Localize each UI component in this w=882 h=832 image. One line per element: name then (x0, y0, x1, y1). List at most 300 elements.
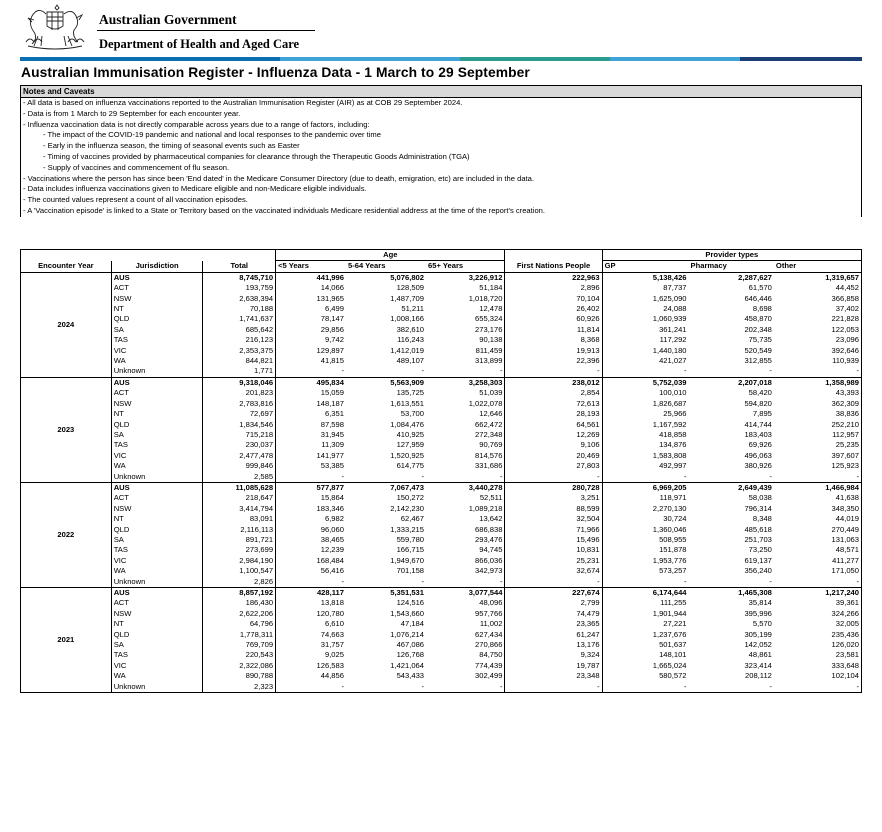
table-row (21, 535, 862, 545)
jurisdiction-cell: NSW (111, 399, 203, 409)
value-cell: 150,272 (396, 493, 425, 503)
value-cell: 489,107 (396, 356, 425, 366)
value-cell: 35,814 (748, 598, 772, 608)
jurisdiction-cell: QLD (111, 630, 203, 640)
value-cell: - (499, 576, 503, 586)
value-cell: 421,027 (602, 356, 688, 366)
value-cell: 1,466,984 (774, 482, 862, 493)
value-cell: 238,012 (505, 377, 602, 388)
value-cell: 120,780 (276, 609, 346, 619)
jurisdiction-cell: WA (111, 671, 203, 681)
value-cell: 61,247 (505, 630, 602, 640)
table-row (21, 671, 862, 681)
table-row (21, 346, 862, 356)
jurisdiction-cell: ACT (111, 283, 203, 293)
value-cell: 1,008,166 (390, 314, 425, 324)
age-group-header: Age (276, 250, 505, 261)
value-cell: 25,235 (835, 440, 859, 450)
value-cell: 13,642 (479, 514, 503, 524)
value-cell: 88,599 (505, 504, 602, 514)
value-cell: 9,324 (505, 650, 602, 660)
value-cell: 2,783,816 (203, 399, 276, 409)
value-cell: - (856, 366, 859, 376)
value-cell: 8,698 (752, 304, 772, 314)
value-cell: 1,060,939 (602, 314, 688, 324)
jurisdiction-cell: NSW (111, 294, 203, 304)
col-header-65-plus: 65+ Years (426, 261, 505, 272)
jurisdiction-cell: TAS (111, 545, 203, 555)
value-cell: 890,788 (203, 671, 276, 681)
table-row (21, 630, 862, 640)
value-cell: 715,218 (203, 430, 276, 440)
value-cell: 70,188 (203, 304, 276, 314)
value-cell: 116,243 (397, 335, 425, 345)
header-spacer (21, 250, 276, 261)
value-cell: 302,499 (475, 671, 503, 681)
table-row (21, 619, 862, 629)
value-cell: 356,240 (744, 566, 772, 576)
value-cell: 78,147 (276, 314, 346, 324)
jurisdiction-cell: NSW (111, 609, 203, 619)
jurisdiction-cell: NT (111, 514, 203, 524)
jurisdiction-cell: QLD (111, 420, 203, 430)
value-cell: 38,836 (835, 409, 859, 419)
value-cell: 414,744 (744, 419, 772, 429)
value-cell: 2,116,113 (203, 525, 276, 535)
col-header-gp: GP (602, 261, 688, 272)
value-cell: 126,020 (831, 640, 859, 650)
table-row (21, 283, 862, 293)
table-row (21, 304, 862, 314)
encounter-year-cell: 2022 (21, 482, 112, 587)
value-cell: 3,440,278 (426, 482, 505, 493)
value-cell: 441,996 (276, 272, 346, 283)
value-cell: 51,184 (479, 283, 503, 293)
value-cell: 313,899 (475, 356, 503, 366)
value-cell: 811,459 (475, 345, 503, 355)
value-cell: 2,322,086 (203, 661, 276, 671)
value-cell: 685,642 (203, 325, 276, 335)
jurisdiction-cell: NT (111, 304, 203, 314)
value-cell: 614,775 (396, 461, 425, 471)
value-cell: 8,368 (505, 335, 602, 345)
value-cell: 1,089,218 (468, 503, 503, 513)
table-row (21, 556, 862, 566)
value-cell: 222,963 (505, 272, 602, 283)
jurisdiction-cell: SA (111, 640, 203, 650)
table-row (21, 409, 862, 419)
table-row (21, 451, 862, 461)
value-cell: 32,674 (505, 566, 602, 576)
value-cell: 72,697 (203, 409, 276, 419)
value-cell: 127,959 (396, 440, 425, 450)
value-cell: 10,831 (505, 545, 602, 555)
value-cell: 168,484 (276, 556, 346, 566)
jurisdiction-cell: AUS (111, 482, 203, 493)
notes-section (20, 85, 862, 217)
value-cell: 280,728 (505, 482, 602, 493)
value-cell: 20,469 (505, 451, 602, 461)
value-cell: 71,966 (505, 525, 602, 535)
value-cell: - (856, 681, 859, 691)
value-cell: 216,123 (203, 335, 276, 345)
value-cell: - (276, 472, 346, 483)
value-cell: 126,768 (396, 650, 425, 660)
value-cell: 7,895 (752, 409, 772, 419)
table-row (21, 577, 862, 588)
col-header-other: Other (774, 261, 862, 272)
value-cell: 6,982 (276, 514, 346, 524)
value-cell: 1,076,214 (390, 629, 425, 639)
value-cell: 25,966 (602, 409, 688, 419)
value-cell: - (505, 472, 602, 483)
value-cell: 543,433 (396, 671, 425, 681)
col-header-pharmacy: Pharmacy (689, 261, 774, 272)
value-cell: 1,778,311 (203, 630, 276, 640)
jurisdiction-cell: NT (111, 619, 203, 629)
table-row (21, 325, 862, 335)
value-cell: 1,412,019 (390, 345, 425, 355)
value-cell: 125,923 (831, 461, 859, 471)
value-cell: 6,499 (276, 304, 346, 314)
value-cell: 58,038 (748, 493, 772, 503)
table-row (21, 335, 862, 345)
value-cell: 208,112 (745, 671, 772, 681)
value-cell: 333,648 (831, 660, 859, 670)
value-cell: - (602, 577, 688, 588)
value-cell: 29,856 (276, 325, 346, 335)
value-cell: 2,622,206 (203, 609, 276, 619)
value-cell: - (856, 471, 859, 481)
value-cell: 41,638 (835, 493, 859, 503)
value-cell: 1,084,476 (390, 419, 425, 429)
value-cell: 112,957 (832, 429, 859, 439)
value-cell: 8,857,192 (203, 588, 276, 599)
value-cell: 2,896 (505, 283, 602, 293)
col-header-under-5: <5 Years (276, 261, 346, 272)
value-cell: 573,257 (602, 566, 688, 576)
color-bar-segment (460, 57, 610, 61)
jurisdiction-cell: VIC (111, 346, 203, 356)
value-cell: 273,176 (475, 324, 503, 334)
value-cell: 796,314 (744, 503, 772, 513)
table-row (21, 661, 862, 671)
value-cell: 6,174,644 (602, 588, 688, 599)
header-divider (97, 30, 315, 31)
jurisdiction-cell: VIC (111, 556, 203, 566)
jurisdiction-cell: NT (111, 409, 203, 419)
value-cell: 201,823 (203, 388, 276, 398)
table-row (21, 493, 862, 503)
value-cell: 23,348 (505, 671, 602, 681)
color-bar-segment (740, 57, 862, 61)
value-cell: 2,984,190 (203, 556, 276, 566)
note-line: - Timing of vaccines provided by pharmaceutical companies for clearance through the Therapeutic Goods Administration (TGA) (43, 151, 470, 161)
table-row (21, 399, 862, 409)
value-cell: 44,452 (835, 283, 859, 293)
value-cell: - (421, 366, 425, 376)
table-row (21, 650, 862, 660)
value-cell: 1,520,925 (390, 450, 425, 460)
note-line: - A 'Vaccination episode' is linked to a State or Territory based on the vaccinated individuals Medicare residential address at the time of the report's creation. (23, 205, 545, 215)
value-cell: 1,465,308 (689, 588, 774, 599)
value-cell: 72,613 (505, 399, 602, 409)
value-cell: 1,741,637 (203, 314, 276, 324)
value-cell: 686,838 (475, 524, 503, 534)
jurisdiction-cell: AUS (111, 377, 203, 388)
value-cell: 273,699 (203, 545, 276, 555)
value-cell: 94,745 (479, 545, 503, 555)
value-cell: 323,414 (744, 660, 772, 670)
value-cell: 1,613,551 (390, 398, 425, 408)
jurisdiction-cell: TAS (111, 440, 203, 450)
note-line: - Data includes influenza vaccinations given to Medicare eligible and non-Medicare eligible individuals. (23, 184, 367, 194)
value-cell: 148,187 (276, 399, 346, 409)
note-line: - Influenza vaccination data is not directly comparable across years due to a range of factors, including: (23, 119, 370, 129)
note-line: - The counted values represent a count of all vaccination episodes. (23, 195, 248, 205)
value-cell: 135,725 (396, 388, 425, 398)
value-cell: 124,516 (396, 598, 425, 608)
value-cell: - (769, 681, 772, 691)
value-cell: 110,939 (832, 356, 859, 366)
jurisdiction-cell: ACT (111, 388, 203, 398)
value-cell: 3,258,303 (426, 377, 505, 388)
value-cell: 41,815 (276, 356, 346, 366)
value-cell: 577,877 (276, 482, 346, 493)
value-cell: 12,239 (276, 545, 346, 555)
value-cell: 2,353,375 (203, 346, 276, 356)
value-cell: - (602, 682, 688, 693)
value-cell: 6,969,205 (602, 482, 688, 493)
value-cell: 5,563,909 (346, 377, 426, 388)
value-cell: 5,076,802 (346, 272, 426, 283)
jurisdiction-cell: NSW (111, 504, 203, 514)
value-cell: 5,570 (752, 619, 772, 629)
value-cell: 53,700 (400, 409, 425, 419)
table-row (21, 598, 862, 608)
table-row (21, 514, 862, 524)
value-cell: - (602, 366, 688, 377)
note-line: - Early in the influenza season, the timing of seasonal events such as Easter (43, 141, 300, 151)
table-row (21, 640, 862, 650)
value-cell: 428,117 (276, 588, 346, 599)
value-cell: 362,309 (831, 398, 859, 408)
value-cell: - (505, 366, 602, 377)
value-cell: 5,752,039 (602, 377, 688, 388)
jurisdiction-cell: AUS (111, 588, 203, 599)
table-row (21, 294, 862, 304)
value-cell: 14,066 (276, 283, 346, 293)
value-cell: 3,251 (505, 493, 602, 503)
note-line: - Vaccinations where the person has since been 'End dated' in the Medicare Consumer Directory (due to death, emigration, etc) are included in the data. (23, 173, 534, 183)
value-cell: 2,207,018 (689, 377, 774, 388)
value-cell: 75,735 (748, 335, 772, 345)
value-cell: 12,269 (505, 430, 602, 440)
value-cell: 48,571 (835, 545, 859, 555)
value-cell: 814,576 (475, 450, 503, 460)
value-cell: 1,018,720 (468, 293, 503, 303)
note-line: - The impact of the COVID-19 pandemic and national and local responses to the pandemic over time (43, 130, 381, 140)
value-cell: 11,309 (276, 440, 346, 450)
value-cell: 395,996 (744, 608, 772, 618)
jurisdiction-cell: VIC (111, 661, 203, 671)
value-cell: 3,414,794 (203, 504, 276, 514)
value-cell: 305,199 (744, 629, 772, 639)
jurisdiction-cell: TAS (111, 650, 203, 660)
value-cell: 90,138 (479, 335, 503, 345)
value-cell: 1,625,090 (602, 294, 688, 304)
value-cell: 23,365 (505, 619, 602, 629)
group-header-row (21, 250, 862, 261)
value-cell: 410,925 (396, 429, 425, 439)
value-cell: 293,476 (475, 534, 503, 544)
value-cell: - (276, 577, 346, 588)
value-cell: 1,022,078 (468, 398, 503, 408)
value-cell: 70,104 (505, 294, 602, 304)
value-cell: 52,511 (479, 493, 503, 503)
value-cell: 28,193 (505, 409, 602, 419)
value-cell: 193,759 (203, 283, 276, 293)
color-bar-segment (20, 57, 280, 61)
value-cell: 129,897 (276, 346, 346, 356)
table-row (21, 525, 862, 535)
value-cell: 24,088 (602, 304, 688, 314)
notes-heading: Notes and Caveats (21, 86, 861, 98)
table-row (21, 377, 862, 388)
encounter-year-cell: 2021 (21, 588, 112, 693)
value-cell: 111,255 (602, 598, 688, 608)
value-cell: 492,997 (602, 461, 688, 471)
value-cell: 8,348 (752, 514, 772, 524)
value-cell: 9,025 (276, 650, 346, 660)
color-bar-segment (610, 57, 740, 61)
value-cell: 84,750 (479, 650, 503, 660)
value-cell: - (421, 471, 425, 481)
value-cell: 218,647 (203, 493, 276, 503)
jurisdiction-cell: ACT (111, 493, 203, 503)
value-cell: 15,059 (276, 388, 346, 398)
value-cell: - (499, 681, 503, 691)
table-row (21, 314, 862, 324)
value-cell: 5,351,531 (346, 588, 426, 599)
value-cell: 83,091 (203, 514, 276, 524)
value-cell: 9,742 (276, 335, 346, 345)
value-cell: 53,385 (276, 461, 346, 471)
value-cell: 397,607 (831, 450, 859, 460)
value-cell: 62,467 (400, 514, 425, 524)
value-cell: 1,440,180 (602, 346, 688, 356)
value-cell: 520,549 (744, 345, 772, 355)
department-name: Department of Health and Aged Care (99, 37, 300, 51)
value-cell: 458,870 (744, 314, 772, 324)
value-cell: - (769, 576, 772, 586)
value-cell: 183,346 (276, 504, 346, 514)
value-cell: 957,766 (475, 608, 503, 618)
jurisdiction-cell: Unknown (111, 577, 203, 588)
jurisdiction-cell: WA (111, 356, 203, 366)
jurisdiction-cell: WA (111, 566, 203, 576)
value-cell: 6,351 (276, 409, 346, 419)
value-cell: 221,828 (831, 314, 859, 324)
value-cell: 312,855 (744, 356, 772, 366)
value-cell: 348,350 (831, 503, 859, 513)
value-cell: 559,780 (396, 534, 425, 544)
value-cell: 1,834,546 (203, 420, 276, 430)
value-cell: 1,358,989 (774, 377, 862, 388)
value-cell: - (276, 682, 346, 693)
value-cell: 60,926 (505, 314, 602, 324)
value-cell: 102,104 (831, 671, 859, 681)
value-cell: 26,402 (505, 304, 602, 314)
value-cell: 418,858 (602, 430, 688, 440)
value-cell: 2,270,130 (602, 504, 688, 514)
value-cell: 3,077,544 (426, 588, 505, 599)
value-cell: 580,572 (602, 671, 688, 681)
table-row (21, 430, 862, 440)
value-cell: 1,665,024 (602, 661, 688, 671)
value-cell: 73,250 (748, 545, 772, 555)
value-cell: 202,348 (744, 324, 772, 334)
value-cell: - (499, 366, 503, 376)
value-cell: 1,583,808 (602, 451, 688, 461)
value-cell: 627,434 (475, 629, 503, 639)
value-cell: 23,096 (835, 335, 859, 345)
value-cell: 31,757 (276, 640, 346, 650)
value-cell: 51,211 (401, 304, 425, 314)
value-cell: 58,420 (748, 388, 772, 398)
col-header-total: Total (203, 261, 276, 272)
value-cell: 15,496 (505, 535, 602, 545)
value-cell: 501,637 (602, 640, 688, 650)
value-cell: - (769, 471, 772, 481)
table-row (21, 356, 862, 366)
value-cell: - (276, 366, 346, 377)
value-cell: 5,138,426 (602, 272, 688, 283)
value-cell: 56,416 (276, 566, 346, 576)
value-cell: 774,439 (475, 660, 503, 670)
coat-of-arms-icon (20, 2, 90, 52)
value-cell: 47,184 (400, 619, 425, 629)
value-cell: 13,176 (505, 640, 602, 650)
value-cell: 230,037 (203, 440, 276, 450)
value-cell: 44,019 (835, 514, 859, 524)
value-cell: 662,472 (475, 419, 503, 429)
value-cell: 87,598 (276, 420, 346, 430)
value-cell: 495,834 (276, 377, 346, 388)
value-cell: 118,971 (602, 493, 688, 503)
value-cell: - (505, 577, 602, 588)
value-cell: 619,137 (744, 555, 772, 565)
value-cell: 31,945 (276, 430, 346, 440)
value-cell: 37,402 (835, 304, 859, 314)
value-cell: - (499, 471, 503, 481)
table-row (21, 440, 862, 450)
value-cell: 51,039 (479, 388, 503, 398)
value-cell: 87,737 (602, 283, 688, 293)
value-cell: - (769, 366, 772, 376)
influenza-data-table (20, 249, 862, 693)
value-cell: 1,360,046 (602, 525, 688, 535)
value-cell: 342,973 (475, 566, 503, 576)
note-line: - All data is based on influenza vaccinations reported to the Australian Immunisation Register (AIR) as at COB 29 September 2024. (23, 98, 463, 107)
value-cell: 655,324 (475, 314, 503, 324)
value-cell: 48,096 (479, 598, 503, 608)
value-cell: 9,318,046 (203, 377, 276, 388)
value-cell: 11,002 (479, 619, 503, 629)
value-cell: 1,167,592 (602, 420, 688, 430)
table-row (21, 482, 862, 493)
value-cell: - (856, 576, 859, 586)
